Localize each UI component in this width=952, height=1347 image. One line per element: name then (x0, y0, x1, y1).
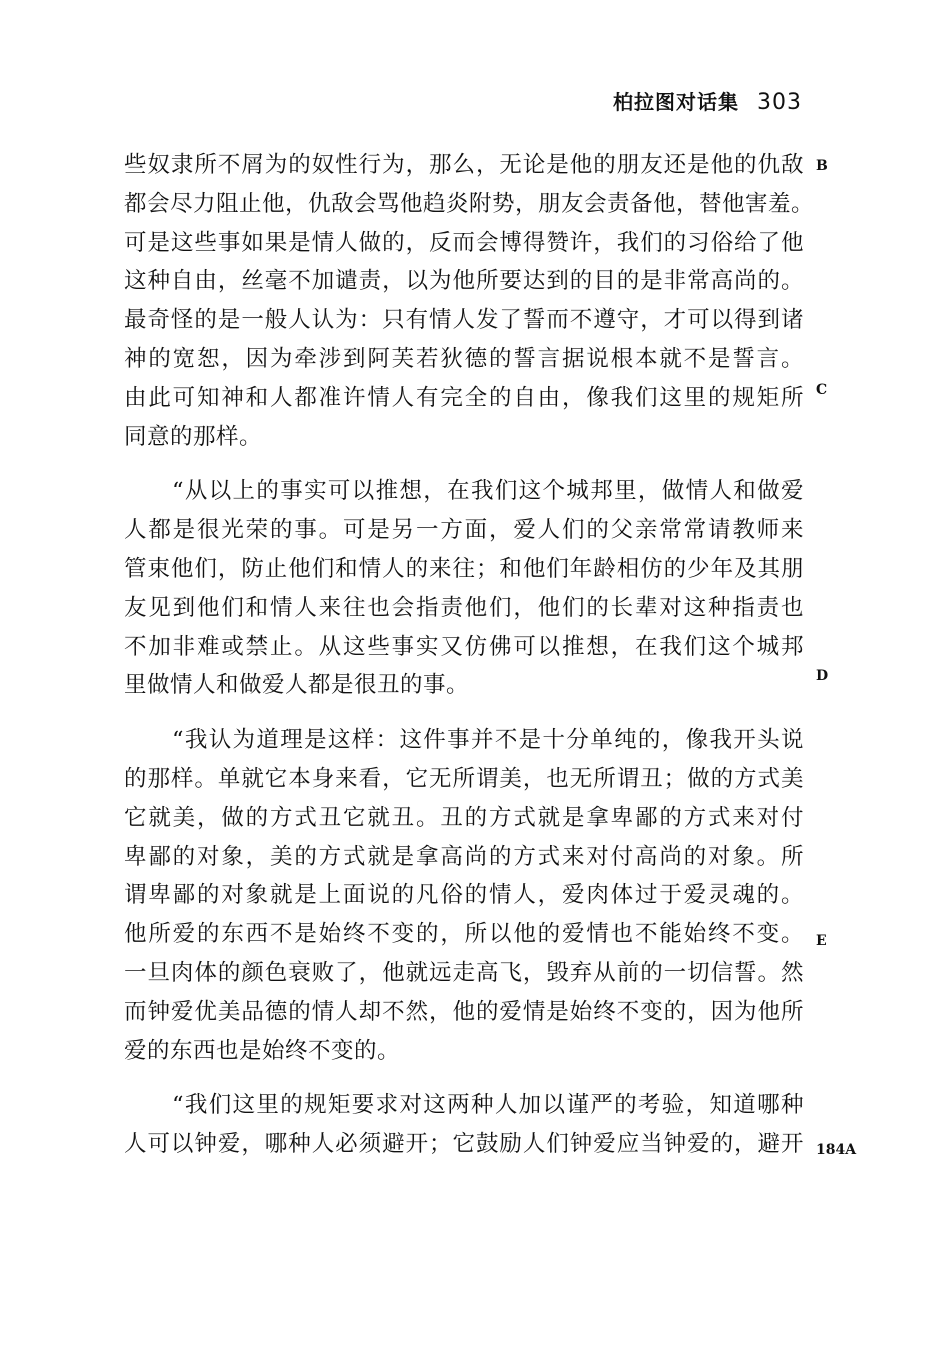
text-line: 管束他们，防止他们和情人的来往；和他们年龄相仿的少年及其朋 (124, 555, 804, 582)
text-line: 它就美，做的方式丑它就丑。丑的方式就是拿卑鄙的方式来对付 (124, 804, 804, 831)
text-line: 一旦肉体的颜色衰败了，他就远走高飞，毁弃从前的一切信誓。然 (124, 959, 804, 986)
text-line: 谓卑鄙的对象就是上面说的凡俗的情人，爱肉体过于爱灵魂的。 (124, 882, 804, 909)
text-line: 他所爱的东西不是始终不变的，所以他的爱情也不能始终不变。 (124, 921, 804, 948)
paragraph (124, 1086, 804, 1164)
text-line: 同意的那样。 (124, 423, 263, 450)
paragraph (124, 721, 804, 1070)
paragraph (124, 146, 815, 456)
running-header (613, 86, 802, 115)
text-line: 人都是很光荣的事。可是另一方面，爱人们的父亲常常请教师来 (124, 517, 804, 544)
text-line: 可是这些事如果是情人做的，反而会博得赞许，我们的习俗给了他 (124, 229, 804, 256)
margin-marker-d: D (816, 668, 829, 684)
text-line: “我认为道理是这样：这件事并不是十分单纯的，像我开头说 (172, 727, 804, 754)
text-line: 最奇怪的是一般人认为：只有情人发了誓而不遵守，才可以得到诸 (124, 307, 804, 334)
text-line: 神的宽恕，因为牵涉到阿芙若狄德的誓言据说根本就不是誓言。 (124, 345, 804, 372)
text-line: “从以上的事实可以推想，在我们这个城邦里，做情人和做爱 (172, 478, 804, 505)
text-line: 不加非难或禁止。从这些事实又仿佛可以推想，在我们这个城邦 (124, 633, 804, 660)
text-line: 而钟爱优美品德的情人却不然，他的爱情是始终不变的，因为他所 (124, 998, 804, 1025)
margin-marker-c: C (816, 382, 828, 398)
text-line: 里做情人和做爱人都是很丑的事。 (124, 672, 470, 699)
text-line: 都会尽力阻止他，仇敌会骂他趋炎附势，朋友会责备他，替他害羞。 (124, 190, 815, 217)
text-line: 卑鄙的对象，美的方式就是拿高尚的方式来对付高尚的对象。所 (124, 843, 804, 870)
text-line: 些奴隶所不屑为的奴性行为，那么，无论是他的朋友还是他的仇敌 (124, 152, 804, 178)
text-line: 友见到他们和情人来往也会指责他们，他们的长辈对这种指责也 (124, 594, 804, 621)
text-line: 爱的东西也是始终不变的。 (124, 1037, 401, 1064)
page-number: 303 (757, 90, 802, 115)
text-line: “我们这里的规矩要求对这两种人加以谨严的考验，知道哪种 (172, 1092, 804, 1119)
text-line: 的那样。单就它本身来看，它无所谓美，也无所谓丑；做的方式美 (124, 765, 804, 792)
book-title: 柏拉图对话集 (613, 90, 739, 114)
margin-marker-184a: 184A (816, 1142, 857, 1158)
body-text (124, 146, 815, 1164)
text-line: 这种自由，丝毫不加谴责，以为他所要达到的目的是非常高尚的。 (124, 268, 804, 295)
text-line: 人可以钟爱，哪种人必须避开；它鼓励人们钟爱应当钟爱的，避开 (124, 1131, 804, 1158)
margin-marker-e: E (816, 933, 827, 949)
text-line: 由此可知神和人都准许情人有完全的自由，像我们这里的规矩所 (124, 384, 804, 411)
paragraph (124, 472, 804, 705)
margin-marker-b: B (816, 158, 828, 174)
